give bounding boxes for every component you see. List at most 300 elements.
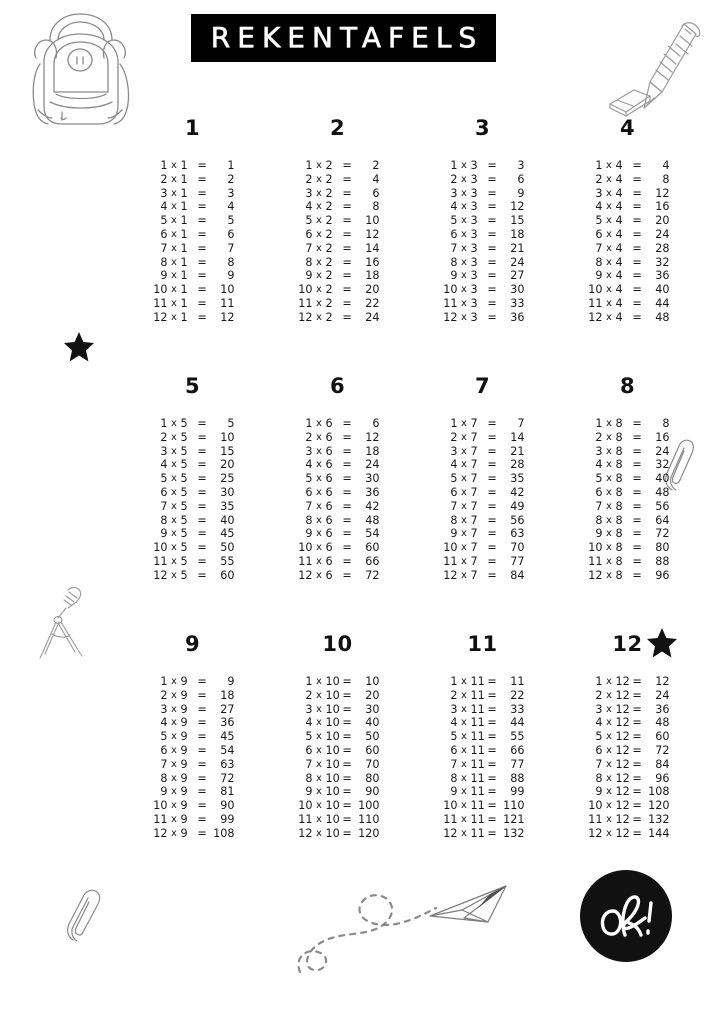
times-icon: x: [171, 297, 177, 309]
times-icon: x: [316, 228, 322, 240]
equation-row: [586, 311, 670, 325]
multiplicand: 4: [595, 716, 603, 730]
multiplicand: 8: [305, 513, 313, 527]
equation-row: [296, 472, 380, 486]
tables-row-2: [120, 376, 700, 634]
equals-icon: =: [632, 513, 642, 527]
times-icon: x: [606, 703, 612, 715]
equals-icon: =: [632, 541, 642, 555]
equals-icon: =: [197, 568, 207, 582]
times-icon: x: [461, 689, 467, 701]
equation-row: [441, 500, 525, 514]
multiplicand: 11: [298, 812, 313, 826]
times-icon: x: [316, 256, 322, 268]
times-icon: x: [171, 800, 177, 812]
multiplier: 4: [615, 310, 623, 324]
multiplier: 9: [180, 730, 188, 744]
equals-icon: =: [342, 472, 352, 486]
equation-row: [151, 297, 235, 311]
times-icon: x: [316, 242, 322, 254]
times-icon: x: [606, 173, 612, 185]
multiplicand: 2: [305, 688, 313, 702]
multiplier: 12: [615, 730, 630, 744]
multiplier: 7: [470, 485, 478, 499]
equals-icon: =: [197, 310, 207, 324]
product: 108: [648, 785, 670, 799]
product: 15: [510, 214, 525, 228]
multiplier: 3: [470, 255, 478, 269]
product: 42: [365, 499, 380, 513]
equation-row: [296, 486, 380, 500]
equals-icon: =: [632, 799, 642, 813]
product: 36: [655, 269, 670, 283]
multiplier: 8: [615, 430, 623, 444]
equation-row: [441, 689, 525, 703]
table-block-4: [555, 118, 700, 376]
multiplicand: 10: [153, 799, 168, 813]
multiplier: 6: [325, 499, 333, 513]
multiplicand: 3: [160, 702, 168, 716]
times-icon: x: [171, 228, 177, 240]
equation-row: [151, 445, 235, 459]
multiplicand: 6: [595, 743, 603, 757]
times-icon: x: [316, 187, 322, 199]
equals-icon: =: [487, 799, 497, 813]
times-icon: x: [606, 297, 612, 309]
multiplicand: 9: [595, 269, 603, 283]
multiplier: 8: [615, 513, 623, 527]
multiplier: 9: [180, 743, 188, 757]
product: 66: [510, 743, 525, 757]
equation-row: [441, 675, 525, 689]
equation-row: [296, 283, 380, 297]
equals-icon: =: [487, 186, 497, 200]
backpack-illustration: [14, 6, 146, 130]
multiplier: 11: [470, 771, 485, 785]
equals-icon: =: [197, 812, 207, 826]
table-block-12: [555, 634, 700, 892]
times-icon: x: [606, 676, 612, 687]
multiplicand: 4: [450, 458, 458, 472]
equals-icon: =: [342, 730, 352, 744]
equation-row: [296, 173, 380, 187]
product: 84: [510, 568, 525, 582]
product: 121: [503, 812, 525, 826]
multiplicand: 7: [595, 499, 603, 513]
multiplicand: 9: [160, 269, 168, 283]
equals-icon: =: [487, 200, 497, 214]
equation-row: [296, 431, 380, 445]
times-icon: x: [316, 173, 322, 185]
times-icon: x: [461, 445, 467, 457]
times-icon: x: [606, 431, 612, 443]
times-icon: x: [171, 542, 177, 554]
times-icon: x: [606, 270, 612, 282]
multiplier: 11: [470, 730, 485, 744]
multiplier: 12: [615, 826, 630, 840]
multiplicand: 6: [450, 485, 458, 499]
multiplier: 11: [470, 716, 485, 730]
equals-icon: =: [197, 771, 207, 785]
multiplicand: 4: [160, 458, 168, 472]
equation-row: [586, 555, 670, 569]
equation-row: [296, 799, 380, 813]
product: 96: [655, 568, 670, 582]
equals-icon: =: [197, 296, 207, 310]
product: 9: [517, 186, 525, 200]
product: 32: [655, 255, 670, 269]
product: 30: [220, 485, 235, 499]
equals-icon: =: [632, 214, 642, 228]
equals-icon: =: [197, 513, 207, 527]
multiplicand: 8: [450, 771, 458, 785]
equals-icon: =: [342, 214, 352, 228]
product: 24: [655, 444, 670, 458]
equation-row: [296, 187, 380, 201]
equals-icon: =: [342, 172, 352, 186]
multiplier: 5: [180, 527, 188, 541]
times-icon: x: [316, 486, 322, 498]
equals-icon: =: [487, 227, 497, 241]
product: 55: [220, 554, 235, 568]
product: 12: [655, 675, 670, 688]
equals-icon: =: [487, 310, 497, 324]
equals-icon: =: [197, 826, 207, 840]
multiplier: 2: [325, 296, 333, 310]
times-icon: x: [316, 284, 322, 296]
times-icon: x: [461, 717, 467, 729]
multiplicand: 1: [305, 675, 313, 688]
product: 55: [510, 730, 525, 744]
multiplicand: 11: [588, 296, 603, 310]
multiplicand: 11: [153, 554, 168, 568]
times-icon: x: [316, 311, 322, 323]
times-icon: x: [606, 772, 612, 784]
multiplier: 3: [470, 310, 478, 324]
times-icon: x: [171, 284, 177, 296]
equation-row: [296, 675, 380, 689]
multiplicand: 6: [595, 227, 603, 241]
equals-icon: =: [197, 743, 207, 757]
equals-icon: =: [197, 485, 207, 499]
equation-row: [296, 716, 380, 730]
equals-icon: =: [197, 799, 207, 813]
multiplier: 1: [180, 159, 188, 172]
equation-row: [441, 472, 525, 486]
table-heading: 11: [467, 632, 498, 656]
times-icon: x: [316, 431, 322, 443]
times-icon: x: [606, 284, 612, 296]
multiplier: 11: [470, 743, 485, 757]
multiplicand: 10: [298, 283, 313, 297]
multiplicand: 1: [450, 159, 458, 172]
times-icon: x: [316, 542, 322, 554]
multiplier: 11: [470, 785, 485, 799]
multiplier: 9: [180, 785, 188, 799]
equals-icon: =: [197, 472, 207, 486]
times-icon: x: [171, 786, 177, 798]
multiplier: 9: [180, 799, 188, 813]
product: 10: [365, 675, 380, 688]
product: 72: [655, 743, 670, 757]
times-icon: x: [606, 486, 612, 498]
product: 56: [655, 499, 670, 513]
product: 144: [648, 826, 670, 840]
table-lines: [586, 417, 670, 583]
multiplicand: 3: [305, 702, 313, 716]
product: 12: [365, 227, 380, 241]
times-icon: x: [461, 744, 467, 756]
product: 132: [648, 812, 670, 826]
product: 63: [510, 527, 525, 541]
equation-row: [586, 242, 670, 256]
product: 25: [220, 472, 235, 486]
times-icon: x: [316, 744, 322, 756]
multiplier: 3: [470, 296, 478, 310]
multiplicand: 11: [153, 812, 168, 826]
equation-row: [151, 159, 235, 173]
equals-icon: =: [342, 688, 352, 702]
product: 40: [655, 472, 670, 486]
times-icon: x: [606, 569, 612, 581]
equation-row: [441, 297, 525, 311]
product: 64: [655, 513, 670, 527]
product: 132: [503, 826, 525, 840]
multiplicand: 3: [595, 444, 603, 458]
equation-row: [296, 730, 380, 744]
multiplier: 10: [325, 799, 340, 813]
equation-row: [441, 159, 525, 173]
multiplicand: 10: [443, 541, 458, 555]
multiplicand: 6: [450, 743, 458, 757]
equation-row: [151, 486, 235, 500]
equals-icon: =: [632, 186, 642, 200]
product: 18: [220, 688, 235, 702]
equals-icon: =: [197, 716, 207, 730]
equals-icon: =: [197, 269, 207, 283]
table-heading: 2: [329, 116, 346, 140]
multiplicand: 1: [450, 417, 458, 430]
multiplier: 11: [470, 812, 485, 826]
multiplicand: 1: [160, 417, 168, 430]
equation-row: [441, 569, 525, 583]
product: 80: [365, 771, 380, 785]
product: 8: [662, 417, 670, 430]
times-icon: x: [606, 256, 612, 268]
multiplicand: 2: [160, 430, 168, 444]
times-icon: x: [171, 270, 177, 282]
equals-icon: =: [342, 716, 352, 730]
equation-row: [151, 514, 235, 528]
multiplier: 2: [325, 255, 333, 269]
equation-row: [151, 283, 235, 297]
product: 24: [365, 310, 380, 324]
equation-row: [441, 173, 525, 187]
product: 12: [655, 186, 670, 200]
multiplicand: 11: [588, 812, 603, 826]
times-icon: x: [461, 201, 467, 213]
product: 48: [655, 310, 670, 324]
multiplicand: 9: [305, 269, 313, 283]
multiplicand: 2: [595, 430, 603, 444]
multiplicand: 3: [160, 444, 168, 458]
equation-row: [586, 269, 670, 283]
multiplier: 1: [180, 283, 188, 297]
product: 20: [220, 458, 235, 472]
multiplier: 1: [180, 269, 188, 283]
paperclip-bottom-illustration: [64, 886, 110, 948]
multiplier: 12: [615, 743, 630, 757]
equation-row: [586, 514, 670, 528]
times-icon: x: [171, 676, 177, 687]
equals-icon: =: [487, 283, 497, 297]
equals-icon: =: [487, 458, 497, 472]
times-icon: x: [171, 256, 177, 268]
equation-row: [151, 269, 235, 283]
equation-row: [441, 703, 525, 717]
times-icon: x: [461, 270, 467, 282]
star-left-illustration: [62, 330, 96, 368]
equation-row: [296, 827, 380, 841]
equals-icon: =: [487, 771, 497, 785]
equation-row: [586, 256, 670, 270]
times-icon: x: [606, 473, 612, 485]
multiplicand: 2: [160, 172, 168, 186]
product: 7: [517, 417, 525, 430]
product: 96: [655, 771, 670, 785]
multiplicand: 9: [305, 527, 313, 541]
equals-icon: =: [632, 716, 642, 730]
times-icon: x: [171, 555, 177, 567]
multiplication-tables-grid: [120, 118, 700, 892]
multiplicand: 1: [305, 417, 313, 430]
equation-row: [586, 214, 670, 228]
multiplier: 7: [470, 568, 478, 582]
times-icon: x: [171, 215, 177, 227]
equation-row: [151, 569, 235, 583]
equation-row: [151, 716, 235, 730]
table-lines: [151, 417, 235, 583]
equation-row: [151, 500, 235, 514]
product: 24: [655, 688, 670, 702]
times-icon: x: [606, 689, 612, 701]
equals-icon: =: [342, 743, 352, 757]
times-icon: x: [171, 689, 177, 701]
times-icon: x: [171, 431, 177, 443]
multiplier: 7: [470, 527, 478, 541]
table-heading: 9: [184, 632, 201, 656]
times-icon: x: [461, 758, 467, 770]
product: 12: [510, 200, 525, 214]
equation-row: [441, 200, 525, 214]
multiplier: 10: [325, 688, 340, 702]
multiplier: 5: [180, 472, 188, 486]
multiplier: 11: [470, 799, 485, 813]
times-icon: x: [461, 500, 467, 512]
multiplier: 4: [615, 172, 623, 186]
equation-row: [296, 569, 380, 583]
multiplicand: 10: [153, 283, 168, 297]
multiplicand: 4: [450, 200, 458, 214]
multiplicand: 1: [160, 159, 168, 172]
multiplier: 11: [470, 688, 485, 702]
equals-icon: =: [197, 283, 207, 297]
times-icon: x: [461, 284, 467, 296]
equals-icon: =: [632, 675, 642, 688]
equals-icon: =: [632, 255, 642, 269]
multiplier: 2: [325, 159, 333, 172]
multiplier: 5: [180, 430, 188, 444]
product: 2: [372, 159, 380, 172]
product: 50: [220, 541, 235, 555]
equals-icon: =: [342, 283, 352, 297]
equals-icon: =: [632, 527, 642, 541]
multiplier: 2: [325, 200, 333, 214]
times-icon: x: [316, 459, 322, 471]
equals-icon: =: [342, 485, 352, 499]
product: 21: [510, 444, 525, 458]
product: 45: [220, 730, 235, 744]
equals-icon: =: [197, 159, 207, 172]
product: 48: [655, 485, 670, 499]
eraser-illustration: [606, 86, 654, 118]
product: 33: [510, 702, 525, 716]
times-icon: x: [461, 160, 467, 171]
multiplier: 2: [325, 310, 333, 324]
equals-icon: =: [197, 241, 207, 255]
times-icon: x: [461, 542, 467, 554]
equals-icon: =: [197, 688, 207, 702]
multiplicand: 7: [595, 757, 603, 771]
multiplier: 8: [615, 458, 623, 472]
times-icon: x: [316, 800, 322, 812]
multiplicand: 1: [595, 417, 603, 430]
equation-row: [296, 458, 380, 472]
product: 77: [510, 554, 525, 568]
multiplicand: 7: [160, 499, 168, 513]
equals-icon: =: [342, 499, 352, 513]
equals-icon: =: [487, 568, 497, 582]
product: 45: [220, 527, 235, 541]
equals-icon: =: [197, 702, 207, 716]
times-icon: x: [606, 228, 612, 240]
product: 48: [655, 716, 670, 730]
equals-icon: =: [342, 227, 352, 241]
product: 6: [227, 227, 235, 241]
equation-row: [586, 730, 670, 744]
times-icon: x: [316, 201, 322, 213]
times-icon: x: [606, 160, 612, 171]
multiplicand: 9: [450, 269, 458, 283]
product: 2: [227, 172, 235, 186]
product: 54: [365, 527, 380, 541]
equals-icon: =: [632, 172, 642, 186]
equation-row: [586, 703, 670, 717]
multiplier: 5: [180, 458, 188, 472]
equation-row: [151, 242, 235, 256]
multiplicand: 7: [305, 241, 313, 255]
multiplier: 7: [470, 417, 478, 430]
multiplier: 8: [615, 485, 623, 499]
equation-row: [296, 541, 380, 555]
multiplicand: 7: [450, 241, 458, 255]
multiplicand: 5: [595, 214, 603, 228]
product: 8: [227, 255, 235, 269]
equation-row: [151, 458, 235, 472]
multiplicand: 5: [305, 472, 313, 486]
product: 10: [365, 214, 380, 228]
multiplier: 4: [615, 269, 623, 283]
